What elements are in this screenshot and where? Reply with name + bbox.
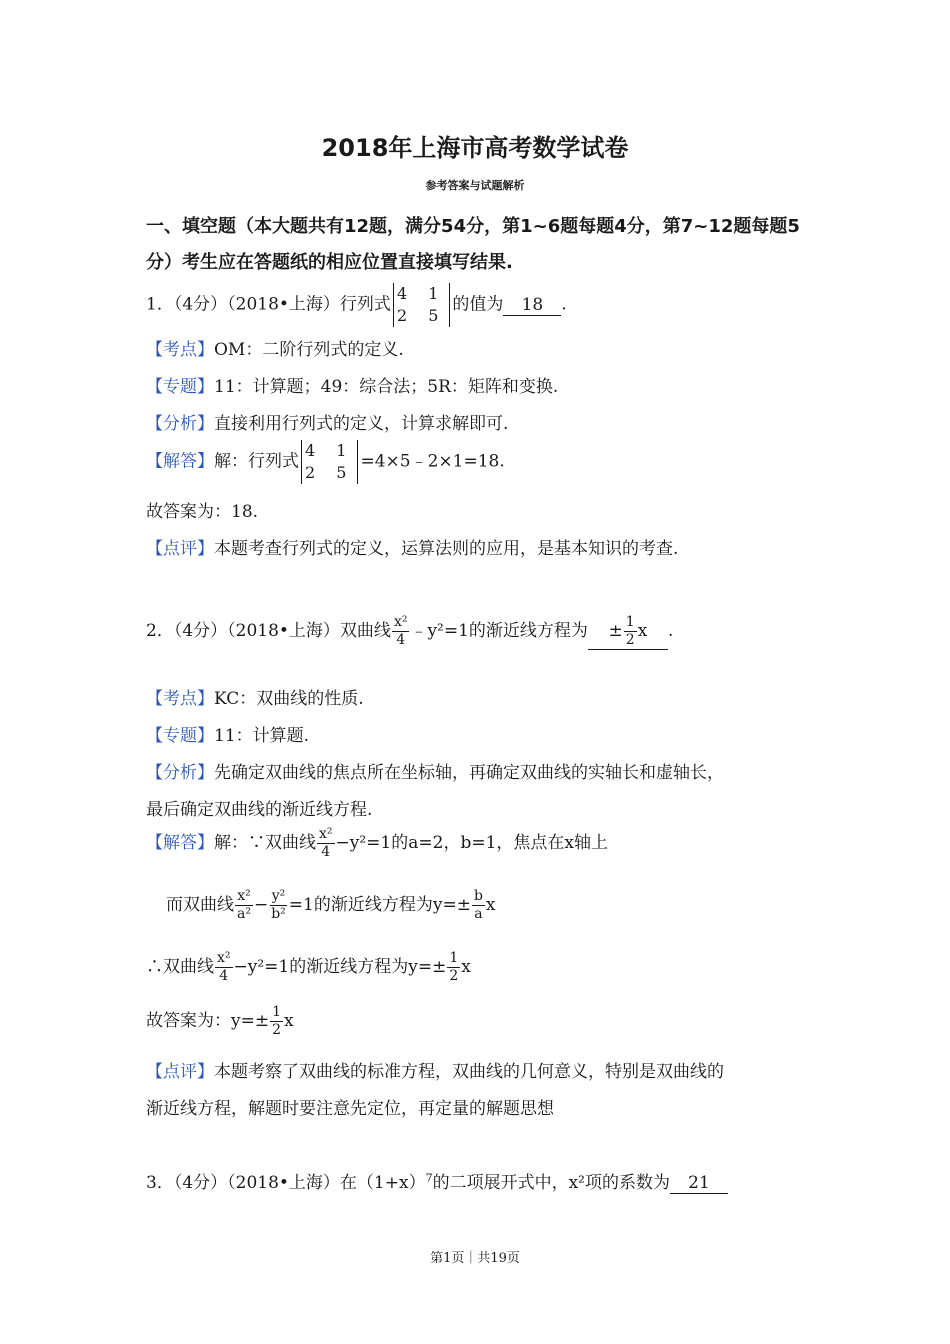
question-3: 3．（4分）（2018•上海）在$(1+x)^7$的二项展开式中，x²项的系数为 21 — [146, 1168, 728, 1194]
determinant: 4 1 2 5 — [393, 283, 450, 327]
answer-blank: 18 — [503, 295, 561, 316]
fraction: $\frac{\text{x²}}{4}$ — [393, 614, 408, 648]
q2-result: 故答案为：y=± $\frac{1}{2}$ x — [146, 1004, 294, 1038]
section-heading-line2: 分）考生应在答题纸的相应位置直接填写结果. — [146, 252, 513, 273]
q2-step3: ∴双曲线 $\frac{\text{x²}}{4}$ −y²=1的渐近线方程为y=± $\frac{1}{2}$ x — [146, 950, 471, 984]
section-heading-line1: 一、填空题（本大题共有12题，满分54分，第1~6题每题4分，第7~12题每题5 — [146, 216, 800, 237]
page-subtitle: 参考答案与试题解析 — [425, 179, 525, 192]
q2-dianping-line1: 【点评】本题考察了双曲线的标准方程，双曲线的几何意义，特别是双曲线的 — [146, 1062, 724, 1082]
q1-zhuanti: 【专题】11：计算题；49：综合法；5R：矩阵和变换. — [146, 377, 559, 397]
question-1-prefix: 1．（4分）（2018•上海）行列式 — [146, 294, 391, 315]
q2-fenxi-line2: 最后确定双曲线的渐近线方程. — [146, 800, 373, 820]
q2-fenxi-line1: 【分析】先确定双曲线的焦点所在坐标轴，再确定双曲线的实轴长和虚轴长， — [146, 763, 724, 783]
q1-dianping: 【点评】本题考查行列式的定义，运算法则的应用，是基本知识的考查. — [146, 539, 679, 559]
q2-step2: 而双曲线 $\frac{\text{x²}}{\text{a²}}$ − $\frac{\text{y²}}{\text{b²}}$ =1的渐近线方程为y=± $\frac{b}{a}$ x — [166, 888, 496, 922]
page-footer: 第1页｜共19页 — [430, 1251, 520, 1266]
question-1: 1．（4分）（2018•上海）行列式 4 1 2 5 的值为 18 . — [146, 284, 567, 325]
q2-jieda: 【解答】解：∵双曲线 $\frac{\text{x²}}{4}$ −y²=1的a=2，b=1，焦点在x轴上 — [146, 826, 608, 860]
page-title: 2018年上海市高考数学试卷 — [321, 134, 629, 162]
q2-zhuanti: 【专题】11：计算题. — [146, 726, 310, 746]
q1-jieda: 【解答】解：行列式 4 1 2 5 =4×5﹣2×1=18. — [146, 441, 505, 482]
determinant: 4 1 2 5 — [301, 440, 358, 484]
q1-kaodian: 【考点】OM：二阶行列式的定义. — [146, 340, 404, 360]
q2-kaodian: 【考点】KC：双曲线的性质. — [146, 689, 364, 709]
q1-result: 故答案为：18. — [146, 502, 259, 522]
q2-dianping-line2: 渐近线方程，解题时要注意先定位，再定量的解题思想 — [146, 1099, 554, 1119]
question-2: 2．（4分）（2018•上海）双曲线 $\frac{\text{x²}}{4}$ ﹣y²=1的渐近线方程为 ± $\frac{1}{2}$ x . — [146, 614, 674, 648]
answer-blank: 21 — [670, 1173, 728, 1194]
q1-fenxi: 【分析】直接利用行列式的定义，计算求解即可. — [146, 414, 509, 434]
answer-blank: ± $\frac{1}{2}$ x — [588, 614, 668, 650]
